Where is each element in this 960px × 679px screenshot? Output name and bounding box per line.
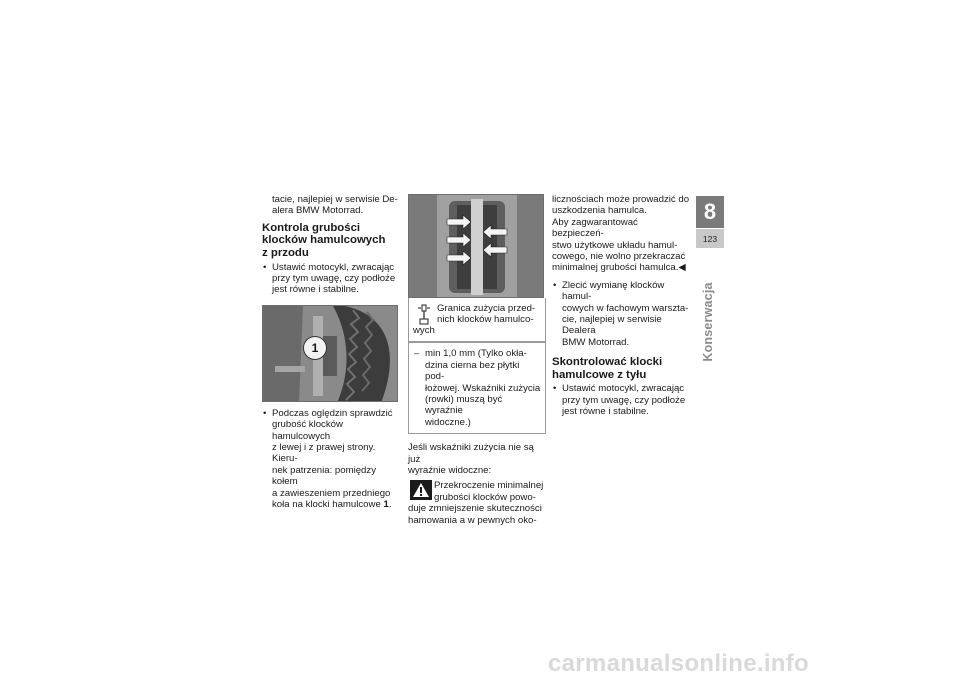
reference-number: 1 — [383, 499, 389, 511]
text-line: cowego, nie wolno przekraczać — [552, 251, 686, 263]
text-line: Aby zagwarantować bezpieczeń- — [552, 216, 638, 240]
warning-block: Przekroczenie minimalnej grubości klocków powo- — [408, 480, 546, 503]
column-left — [262, 194, 402, 510]
wear-limit-value-box — [408, 342, 546, 434]
brake-pad-photo — [408, 194, 544, 298]
bullet-item: • Zlecić wymianę klocków hamul- cowych w fachowym warszta- cie, najlepiej w serwisie Dealera BMW Motorrad. — [552, 280, 692, 348]
text-line: wyraźnie widoczne: — [408, 465, 492, 477]
chapter-marker — [696, 196, 724, 248]
intro-line: alera BMW Motorrad. — [272, 205, 364, 217]
callout-1: 1 — [303, 336, 327, 360]
column-right — [552, 194, 692, 418]
text-line: licznościach może prowadzić do — [552, 194, 690, 205]
text-line: Jeśli wskaźniki zużycia nie są już — [408, 442, 534, 465]
heading-front-brake-pads: Kontrola grubości klocków hamulcowych z przodu — [262, 221, 386, 259]
bullet-item: • Podczas oględzin sprawdzić grubość klocków hamulcowych z lewej i z prawej strony. Kieru- nek patrzenia: pomiędzy kołem a zawieszeniem przedniego koła na klocki hamulcowe 1. — [262, 408, 402, 511]
front-wheel-illustration — [263, 306, 398, 402]
text-line: minimalnej grubości hamulca.◀ — [552, 262, 686, 274]
wear-limit-box: Granica zużycia przed- nich klocków hamulco- wych — [408, 298, 546, 342]
intro-line: tacie, najlepiej w serwisie De- — [272, 194, 398, 205]
warning-text: hamowania a w pewnych oko- — [408, 514, 537, 526]
text-line: uszkodzenia hamulca. — [552, 205, 647, 217]
warning-triangle-icon — [410, 480, 432, 500]
column-middle — [408, 194, 546, 526]
wrench-tool-icon — [417, 304, 431, 326]
heading-rear-brake-pads: Skontrolować klocki hamulcowe z tyłu — [552, 356, 663, 381]
front-wheel-photo — [262, 305, 398, 402]
wear-limit-item: – min 1,0 mm (Tylko okła- dzina cierna bez płytki pod- łożowej. Wskaźniki zużycia (rowki) muszą być wyraźnie widoczne.) — [413, 348, 541, 428]
bullet-item: • Ustawić motocykl, zwracając przy tym uwagę, czy podłoże jest równe i stabilne. — [262, 262, 402, 296]
page-number: 123 — [696, 228, 724, 248]
text-line: stwo użytkowe układu hamul- — [552, 239, 678, 251]
wear-limit-title: Granica zużycia przed- nich klocków hamulco- — [413, 303, 541, 333]
chapter-number: 8 — [696, 196, 724, 228]
warning-text: duje zmniejszenie skuteczności — [408, 503, 542, 515]
chapter-side-title: Konserwacja — [701, 282, 715, 362]
brake-pad-illustration — [409, 195, 544, 298]
bullet-item: • Ustawić motocykl, zwracając przy tym uwagę, czy podłoże jest równe i stabilne. — [552, 383, 692, 417]
watermark: carmanualsonline.info — [548, 650, 810, 677]
